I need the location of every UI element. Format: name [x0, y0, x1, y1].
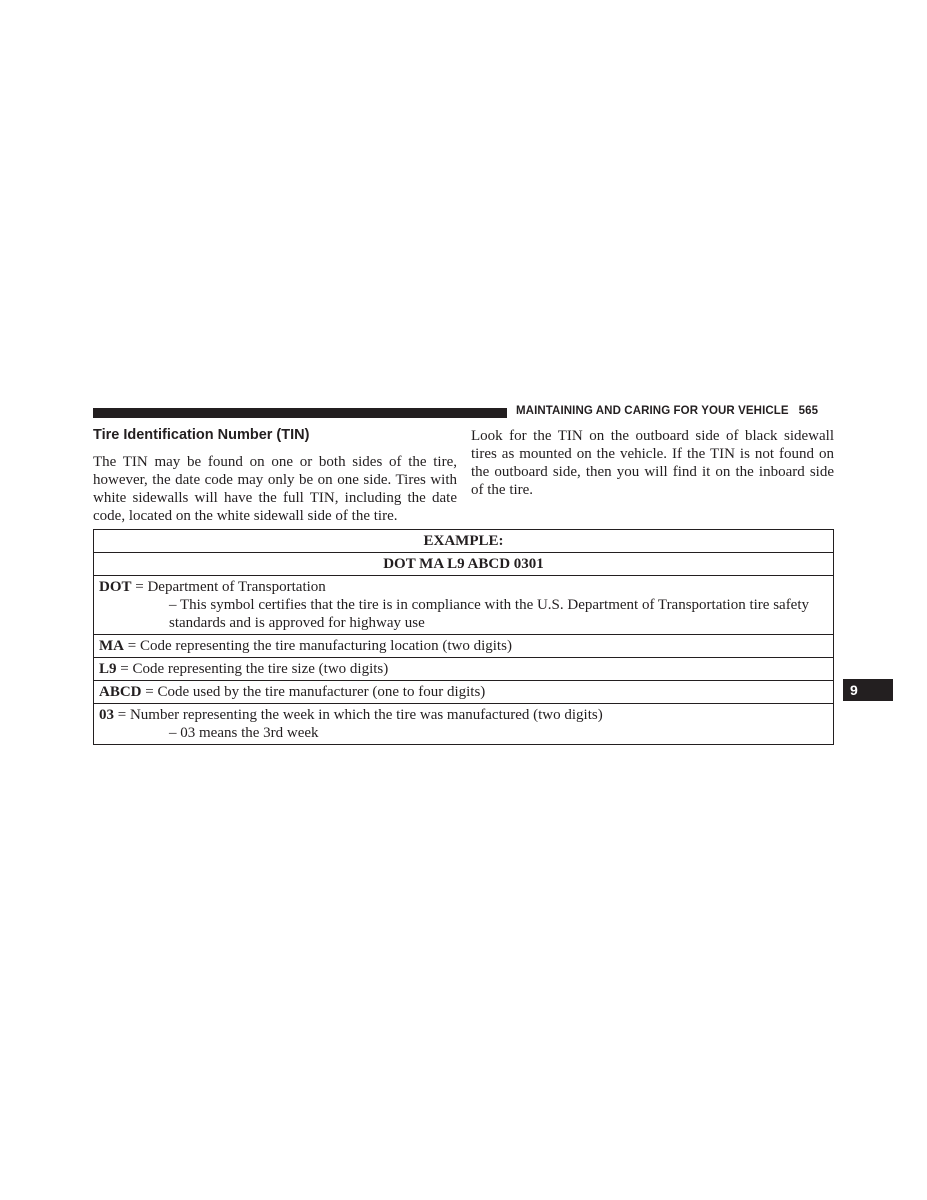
- section-title: Tire Identification Number (TIN): [93, 427, 310, 443]
- tin-example-table: [93, 529, 834, 745]
- paragraph-right: Look for the TIN on the outboard side of black sidewall tires as mounted on the vehicle. If the TIN is not found on the outboard side, then you will find it on the inboard side of the tire.: [471, 428, 834, 498]
- example-code: DOT MA L9 ABCD 0301: [94, 553, 834, 576]
- definition: = Code used by the tire manufacturer (one to four digits): [141, 684, 486, 700]
- definition: = Number representing the week in which the tire was manufactured (two digits): [114, 707, 603, 723]
- definition: = Code representing the tire size (two digits): [116, 661, 389, 677]
- table-cell: [94, 681, 834, 704]
- table-row: [94, 681, 834, 704]
- term: L9: [99, 661, 117, 677]
- chapter-tab: [843, 679, 893, 701]
- term: ABCD: [99, 684, 142, 700]
- sub-note: – 03 means the 3rd week: [169, 725, 319, 741]
- table-row: [94, 576, 834, 635]
- table-heading: EXAMPLE:: [94, 530, 834, 553]
- running-header: [516, 405, 818, 417]
- table-row: [94, 553, 834, 576]
- chapter-tab-number: 9: [850, 682, 858, 698]
- table-row: [94, 658, 834, 681]
- page-number: 565: [798, 405, 819, 417]
- table-row: [94, 635, 834, 658]
- table-row: [94, 704, 834, 745]
- term: DOT: [99, 579, 132, 595]
- paragraph-left: The TIN may be found on one or both sides of the tire, however, the date code may only be on one side. Tires with white sidewalls will have the full TIN, including the date code, located on the white sidewall side of the tire.: [93, 454, 457, 524]
- term: 03: [99, 707, 114, 723]
- table-cell: [94, 635, 834, 658]
- table-cell: [94, 658, 834, 681]
- definition: = Department of Transportation: [131, 579, 326, 595]
- header-rule: [93, 408, 507, 418]
- term: MA: [99, 638, 124, 654]
- definition: = Code representing the tire manufacturing location (two digits): [124, 638, 512, 654]
- sub-note: – This symbol certifies that the tire is in compliance with the U.S. Department of Transportation tire safety standards and is approved for highway use: [169, 597, 810, 631]
- chapter-title: MAINTAINING AND CARING FOR YOUR VEHICLE: [516, 405, 789, 417]
- table-row: [94, 530, 834, 553]
- table-cell: [94, 704, 834, 745]
- table-cell: [94, 576, 834, 635]
